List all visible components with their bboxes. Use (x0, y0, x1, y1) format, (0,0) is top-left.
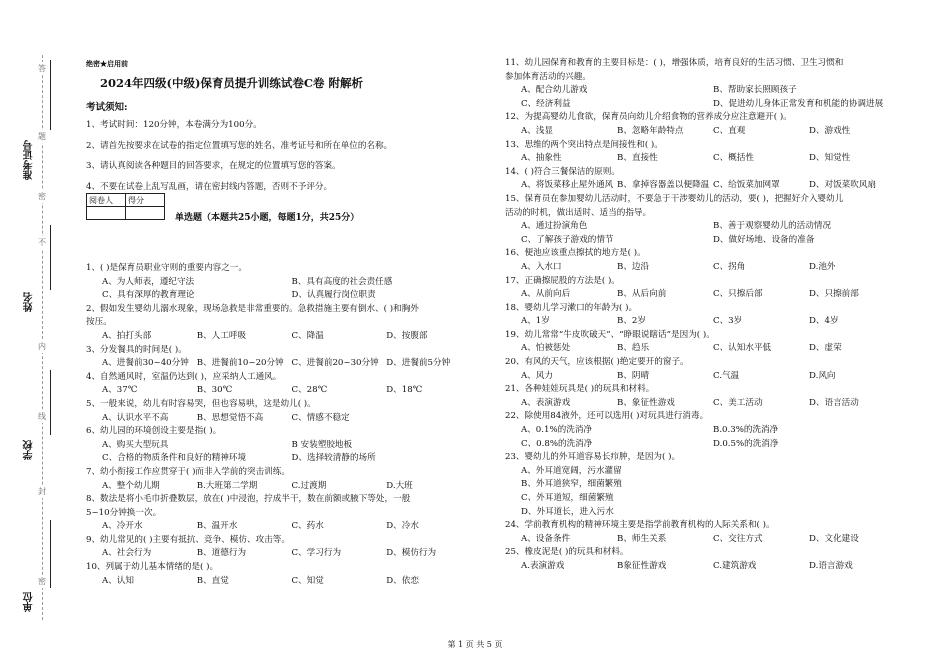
question-item (505, 383, 905, 410)
answer-option[interactable]: A、入水口 (521, 261, 562, 272)
seal-char: 答 (38, 64, 46, 73)
answer-option[interactable]: B、师生关系 (617, 533, 667, 544)
answer-option[interactable]: A、浅显 (521, 125, 553, 136)
reviewer-blank[interactable] (87, 207, 126, 220)
answer-option[interactable]: A、通过扮演角色 (521, 221, 588, 232)
answer-option[interactable]: C、交往方式 (713, 533, 763, 544)
question-text: 4、自然通风时，室温仍达到( )，应采纳人工通风。 (86, 371, 282, 382)
question-item (505, 139, 905, 166)
option-row (86, 276, 481, 290)
question-text: 3、分发餐具的时间是( )。 (86, 344, 187, 355)
answer-option[interactable]: C.过渡期 (291, 480, 327, 491)
score-cell: 得分 (126, 194, 165, 207)
answer-option[interactable]: D、游戏性 (809, 125, 851, 136)
question-item (505, 356, 905, 383)
answer-option[interactable]: D、外耳道长，进入污水 (521, 506, 614, 517)
question-item (86, 344, 481, 371)
secret-mark: 绝密★启用前 (86, 59, 128, 68)
answer-option[interactable]: B 安装塑胶地板 (291, 439, 353, 450)
question-text: 19、幼儿常常“牛皮吹破天”、“睁眼说瞎话”是因为( )。 (505, 329, 715, 340)
question-text-continued: 5~10分钟换一次。 (86, 507, 162, 518)
binding-label-unit: 单位 (24, 592, 35, 612)
answer-option[interactable]: C、28℃ (291, 385, 328, 396)
question-text-continued: 活动的时机，做出适时、适当的指导。 (505, 207, 652, 218)
question-item (86, 262, 481, 303)
answer-option[interactable]: C、拐角 (713, 261, 746, 272)
answer-option[interactable]: B、帮助家长照顾孩子 (713, 85, 797, 96)
answer-option[interactable]: B、直觉 (196, 575, 229, 586)
question-text: 16、便池应该重点擦拭的地方是( )。 (505, 248, 646, 259)
question-text: 18、婴幼儿学习漱口的年龄为( )。 (505, 302, 638, 313)
answer-option[interactable]: D、语言活动 (809, 397, 859, 408)
answer-option[interactable]: A、拍打头部 (102, 330, 152, 341)
question-text: 21、各种娃娃玩具是( )的玩具和材料。 (505, 384, 655, 395)
option-row (86, 452, 481, 466)
option-row (86, 439, 481, 453)
answer-option[interactable]: A、为人师表，遵纪守法 (102, 276, 195, 287)
answer-option[interactable]: C、药水 (291, 521, 324, 532)
seal-char: 题 (38, 132, 46, 141)
question-item (505, 166, 905, 193)
name-blank[interactable] (50, 225, 51, 290)
answer-option[interactable]: A、表演游戏 (521, 397, 571, 408)
option-row (86, 520, 481, 534)
answer-option[interactable]: C、3岁 (713, 316, 743, 327)
option-row (505, 261, 905, 275)
answer-option[interactable]: D、知觉性 (809, 153, 851, 164)
answer-option[interactable]: C、进餐前20~30分钟 (291, 358, 379, 369)
question-text: 24、学前教育机构的精神环境主要是指学前教育机构的人际关系和( )。 (505, 520, 775, 531)
answer-option[interactable]: A.表演游戏 (521, 560, 565, 571)
answer-option[interactable]: B、阴晴 (617, 370, 650, 381)
option-row (505, 84, 905, 98)
option-row (505, 234, 905, 248)
answer-option[interactable]: A、1岁 (521, 316, 550, 327)
option-row (86, 289, 481, 303)
answer-option[interactable]: C、合格的物质条件和良好的精神环境 (102, 453, 247, 464)
answer-option[interactable]: B、道德行为 (196, 548, 247, 559)
answer-option[interactable]: A、配合幼儿游戏 (521, 85, 588, 96)
score-table (86, 193, 165, 220)
answer-option[interactable]: D、冷水 (386, 521, 419, 532)
option-row (505, 397, 905, 411)
answer-option[interactable]: B象征性游戏 (617, 560, 667, 571)
option-row (86, 547, 481, 561)
question-text: 25、橡皮泥是( )的玩具和材料。 (505, 547, 629, 558)
question-text: 10、列属于幼儿基本情绪的是( )。 (86, 562, 219, 573)
question-text: 12、为提高婴幼儿食欲，保育员向幼儿介绍食物的营养成分应注意避开( )。 (505, 112, 792, 123)
binding-label-name: 姓名 (24, 292, 35, 312)
question-text: 20、有风的天气，应该根据( )绝定要开的窗子。 (505, 357, 689, 368)
answer-option[interactable]: A、风力 (521, 370, 553, 381)
answer-option[interactable]: C、只擦后部 (713, 289, 763, 300)
option-row (505, 315, 905, 329)
answer-option[interactable]: C、学习行为 (291, 548, 342, 559)
answer-option[interactable]: D、模仿行为 (386, 548, 437, 559)
seal-char: 内 (38, 342, 46, 351)
note-item: 3、请认真阅读各种题目的回答要求，在规定的位置填写您的答案。 (86, 161, 341, 171)
option-row (505, 98, 905, 112)
question-text: 8、数法是将小毛巾折叠数层，放在( )中浸泡，拧成半干，数在前额或腋下等处，一般 (86, 494, 411, 505)
binding-strip (0, 0, 75, 671)
question-text: 22、除使用84液外，还可以选用( )对玩具进行消毒。 (505, 411, 709, 422)
seal-char: 密 (38, 577, 46, 586)
question-item (86, 371, 481, 398)
answer-option[interactable]: D、依恋 (386, 575, 419, 586)
question-item (505, 451, 905, 519)
question-item (86, 561, 481, 588)
note-item: 4、不要在试卷上乱写乱画，请在密封线内答题，否则不予评分。 (86, 181, 333, 192)
answer-option[interactable]: C.气温 (713, 370, 740, 381)
question-item (505, 275, 905, 302)
answer-option[interactable]: A、社会行为 (102, 548, 152, 559)
answer-option[interactable]: B、具有高度的社会责任感 (291, 276, 393, 287)
question-text: 9、幼儿常见的( )主要有抵抗、竞争、模仿、攻击等。 (86, 534, 290, 545)
questions-left-column (86, 262, 481, 588)
answer-option[interactable]: A、将饭菜移止屋外通风 (521, 180, 614, 191)
option-row (505, 424, 905, 438)
unit-blank[interactable] (50, 520, 51, 588)
answer-option[interactable]: A、设备条件 (521, 533, 571, 544)
question-text: 15、保育员在参加婴幼儿活动时，不要急于干涉婴幼儿的活动，要( )，把握好介入婴幼儿 (505, 193, 844, 204)
question-item (86, 466, 481, 493)
answer-option[interactable]: D.池外 (809, 261, 836, 272)
answer-option[interactable]: B、趋乐 (617, 343, 650, 354)
answer-option[interactable]: C、给饭菜加网罩 (713, 180, 780, 191)
exam-number-blank[interactable] (50, 60, 51, 130)
question-text: 5、一般来说，幼儿有时容易哭，但也容易哄，这是幼儿( )。 (86, 398, 316, 409)
answer-option[interactable]: C、直观 (713, 125, 746, 136)
option-row (505, 179, 905, 193)
answer-option[interactable]: B、进餐前10~20分钟 (196, 358, 284, 369)
answer-option[interactable]: D.大班 (386, 480, 413, 491)
note-item: 2、请首先按要求在试卷的指定位置填写您的姓名、准考证号和所在单位的名称。 (86, 140, 393, 151)
answer-option[interactable]: D、做好场地、设备的准备 (713, 234, 815, 245)
question-item (86, 398, 481, 425)
answer-option[interactable]: A、认识水平不高 (102, 412, 169, 423)
answer-option[interactable]: A、认知 (102, 575, 134, 586)
question-item (505, 546, 905, 573)
seal-char: 封 (38, 487, 46, 496)
note-item: 1、考试时间：120分钟，本卷满分为100分。 (86, 120, 262, 130)
answer-option[interactable]: A、抽象性 (521, 153, 562, 164)
notice-heading: 考试须知: (86, 102, 128, 113)
answer-option[interactable]: B、忽略年龄特点 (617, 125, 684, 136)
answer-option[interactable]: D.0.5%的洗消净 (713, 438, 779, 449)
question-item (505, 410, 905, 451)
answer-option[interactable]: D、对饭菜吹风扇 (809, 180, 877, 191)
option-row (505, 220, 905, 234)
answer-option[interactable]: C.建筑游戏 (713, 560, 757, 571)
answer-option[interactable]: C、具有深厚的教育理论 (102, 290, 195, 301)
score-blank[interactable] (126, 207, 165, 220)
section-heading: 单选题（本题共25小题，每题1分，共25分） (175, 213, 360, 223)
question-text: 17、正确擦屁股的方法是( )。 (505, 275, 620, 286)
answer-option[interactable]: B、拿掉容器盖以便降温 (617, 180, 710, 191)
answer-option[interactable]: B、30℃ (196, 385, 233, 396)
binding-label-exam-number: 准考证号 (24, 140, 35, 180)
question-text: 6、幼儿园的环境创设主要是指( )。 (86, 426, 222, 437)
option-row (86, 330, 481, 344)
answer-option[interactable]: D、选择较清静的场所 (291, 453, 376, 464)
answer-option[interactable]: B、温开水 (196, 521, 238, 532)
question-text: 13、思维的两个突出特点是间接性和( )。 (505, 139, 663, 150)
question-text-continued: 按压。 (86, 317, 112, 328)
question-text: 2、假如发生婴幼儿溺水现象，现场急救是非常重要的。急救措施主要有倒水、( )和胸外 (86, 303, 419, 314)
binding-label-school: 学校 (24, 440, 35, 460)
answer-option[interactable]: A、进餐前30~40分钟 (102, 358, 189, 369)
option-row (505, 342, 905, 356)
seal-char: 线 (38, 412, 46, 421)
answer-option[interactable]: D、进餐前5分钟 (386, 358, 451, 369)
question-item (86, 303, 481, 344)
answer-option[interactable]: B、从后向前 (617, 289, 667, 300)
question-item (86, 493, 481, 534)
option-row (86, 412, 481, 426)
question-item (505, 57, 905, 111)
option-row (505, 370, 905, 384)
question-text-continued: 参加体育活动的兴趣。 (505, 71, 591, 82)
answer-option[interactable]: D、按腹部 (386, 330, 428, 341)
page-footer: 第 1 页 共 5 页 (447, 640, 503, 649)
answer-option[interactable]: B、善于观察婴幼儿的活动情况 (713, 221, 832, 232)
seal-char: 密 (38, 192, 46, 201)
answer-option[interactable]: D、虚荣 (809, 343, 842, 354)
question-item (505, 193, 905, 247)
answer-option[interactable]: B、边沿 (617, 261, 650, 272)
question-text: 23、婴幼儿的外耳道容易长疖肿，是因为( )。 (505, 452, 681, 463)
exam-notes (86, 118, 481, 200)
option-row (505, 438, 905, 452)
answer-option[interactable]: A、从前向后 (521, 289, 571, 300)
answer-option[interactable]: C、0.8%的洗消净 (521, 438, 593, 449)
seal-char: 不 (38, 238, 46, 247)
answer-option[interactable]: C、情感不稳定 (291, 412, 350, 423)
answer-option[interactable]: D、4岁 (809, 316, 839, 327)
answer-option[interactable]: C、美工活动 (713, 397, 763, 408)
answer-option[interactable]: D、促进幼儿身体正常发育和机能的协调进展 (713, 98, 884, 109)
reviewer-cell: 阅卷人 (87, 194, 126, 207)
option-row (86, 357, 481, 371)
answer-option[interactable]: C、了解孩子游戏的情节 (521, 234, 614, 245)
question-item (86, 425, 481, 466)
questions-right-column (505, 57, 905, 574)
question-item (505, 519, 905, 546)
answer-option[interactable]: B.0.3%的洗消净 (713, 425, 779, 436)
question-text: 14、( )符合三餐保洁的原则。 (505, 166, 620, 177)
answer-option[interactable]: C、经济利益 (521, 98, 571, 109)
question-text: 1、( )是保育员职业守则的重要内容之一。 (86, 263, 247, 273)
answer-option[interactable]: B、外耳道狭窄，细菌繁殖 (521, 479, 622, 490)
answer-option[interactable]: C、知觉 (291, 575, 324, 586)
answer-option (386, 412, 481, 426)
question-item (505, 247, 905, 274)
option-row (505, 560, 905, 574)
answer-option[interactable]: D.风向 (809, 370, 836, 381)
question-text: 7、幼小衔接工作应贯穿于( )而非入学前的突击训练。 (86, 466, 290, 477)
answer-option[interactable]: C、概括性 (713, 153, 754, 164)
question-text: 11、幼儿园保育和教育的主要目标是：( )，增强体质，培育良好的生活习惯、卫生习惯和 (505, 58, 844, 68)
option-row (86, 384, 481, 398)
answer-option[interactable]: C、降温 (291, 330, 324, 341)
answer-option[interactable]: A、冷开水 (102, 521, 143, 532)
answer-option[interactable]: D.语言游戏 (809, 560, 853, 571)
answer-option[interactable]: C、认知水平低 (713, 343, 772, 354)
answer-option[interactable]: B、人工呼吸 (196, 330, 247, 341)
answer-option[interactable]: B、直接性 (617, 153, 658, 164)
question-item (505, 329, 905, 356)
answer-option[interactable]: A、整个幼儿期 (102, 480, 160, 491)
option-row (505, 125, 905, 139)
question-item (86, 534, 481, 561)
option-row (505, 152, 905, 166)
answer-option[interactable]: B.大班第二学期 (196, 480, 258, 491)
school-blank[interactable] (50, 370, 51, 435)
answer-option[interactable]: A、37℃ (102, 385, 138, 396)
answer-option[interactable]: B、2岁 (617, 316, 646, 327)
option-row (505, 288, 905, 302)
question-item (505, 111, 905, 138)
answer-option[interactable]: B、象征性游戏 (617, 397, 675, 408)
option-row (86, 575, 481, 589)
option-row (86, 480, 481, 494)
answer-option[interactable]: C、外耳道短，细菌繁殖 (521, 493, 614, 503)
answer-option[interactable]: D、文化建设 (809, 533, 859, 544)
answer-option[interactable]: D、认真履行岗位职责 (291, 290, 376, 301)
answer-option[interactable]: A、0.1%的洗消净 (521, 425, 593, 436)
question-item (505, 302, 905, 329)
answer-option[interactable]: B、思想觉悟不高 (196, 412, 264, 423)
page-title: 2024年四级(中级)保育员提升训练试卷C卷 附解析 (100, 76, 364, 90)
answer-option[interactable]: A、怕被惩处 (521, 343, 571, 354)
answer-option[interactable]: A、购买大型玩具 (102, 439, 169, 450)
answer-option[interactable]: A、外耳道宽阔，污水灌留 (521, 465, 622, 476)
answer-option[interactable]: D、只擦前部 (809, 289, 859, 300)
option-row (505, 533, 905, 547)
answer-option[interactable]: D、18℃ (386, 385, 423, 396)
